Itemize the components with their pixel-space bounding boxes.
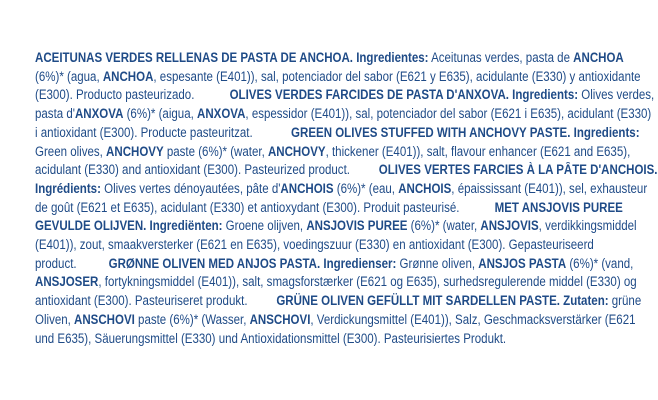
label-line: pasta d'ANXOVA (6%)* (aigua, ANXOVA, espessidor (E401)), sal, potenciador del sabor (E621 i E635), acidulant (E330) bbox=[35, 106, 652, 122]
label-line: und E635), Säuerungsmittel (E330) und Antioxidationsmittel (E300). Pasteurisiertes Produkt. bbox=[35, 330, 507, 346]
label-line: GEVULDE OLIJVEN. Ingrediënten: Groene olijven, ANSJOVIS PUREE (6%)* (water, ANSJOVIS, verdikkingsmiddel bbox=[35, 218, 637, 234]
label-line: Ingrédients: Olives vertes dénoyautées, pâte d'ANCHOIS (6%)* (eau, ANCHOIS, épaississant (E401)), sel, exhausteur bbox=[35, 180, 648, 196]
label-line: i antioxidant (E300). Producte pasteuritzat. GREEN OLIVES STUFFED WITH ANCHOVY PASTE. Ingredients: bbox=[35, 124, 640, 140]
label-line: Oliven, ANSCHOVI paste (6%)* (Wasser, ANSCHOVI, Verdickungsmittel (E401)), Salz, Geschmacksverstärker (E621 bbox=[35, 311, 636, 327]
label-line: ACEITUNAS VERDES RELLENAS DE PASTA DE ANCHOA. Ingredientes: Aceitunas verdes, pasta de ANCHOA bbox=[35, 50, 624, 65]
label-line: (E401)), zout, smaakversterker (E621 en E635), voedingszuur (E330) en antioxidant (E300). Gepasteuriseerd bbox=[35, 237, 594, 252]
label-line: de goût (E621 et E635), acidulant (E330) et antioxydant (E300). Produit pasteurisé. MET ANSJOVIS PUREE bbox=[35, 199, 623, 215]
label-line: Green olives, ANCHOVY paste (6%)* (water, ANCHOVY, thickener (E401)), salt, flavour enhancer (E621 and E635), bbox=[35, 143, 631, 159]
label-line: acidulant (E330) and antioxidant (E300). Pasteurized product. OLIVES VERTES FARCIES À LA PÂTE D'ANCHOIS. bbox=[35, 162, 658, 178]
label-line: product. GRØNNE OLIVEN MED ANJOS PASTA. Ingredienser: Grønne oliven, ANSJOS PASTA (6%)* (vand, bbox=[35, 255, 634, 271]
label-line: antioxidant (E300). Pasteuriseret produkt. GRÜNE OLIVEN GEFÜLLT MIT SARDELLEN PASTE. Zutaten: grüne bbox=[35, 293, 642, 309]
label-line: (6%)* (agua, ANCHOA, espesante (E401)), sal, potenciador del sabor (E621 y E635), acidulante (E330) y antioxidante bbox=[35, 68, 641, 84]
label-line: ANSJOSER, fortykningsmiddel (E401)), salt, smagsforstærker (E621 og E635), surhedsregulerende middel (E330) og bbox=[35, 274, 637, 290]
label-line: (E300). Producto pasteurizado. OLIVES VERDES FARCIDES DE PASTA D'ANXOVA. Ingredients: Olives verdes, bbox=[35, 87, 655, 103]
